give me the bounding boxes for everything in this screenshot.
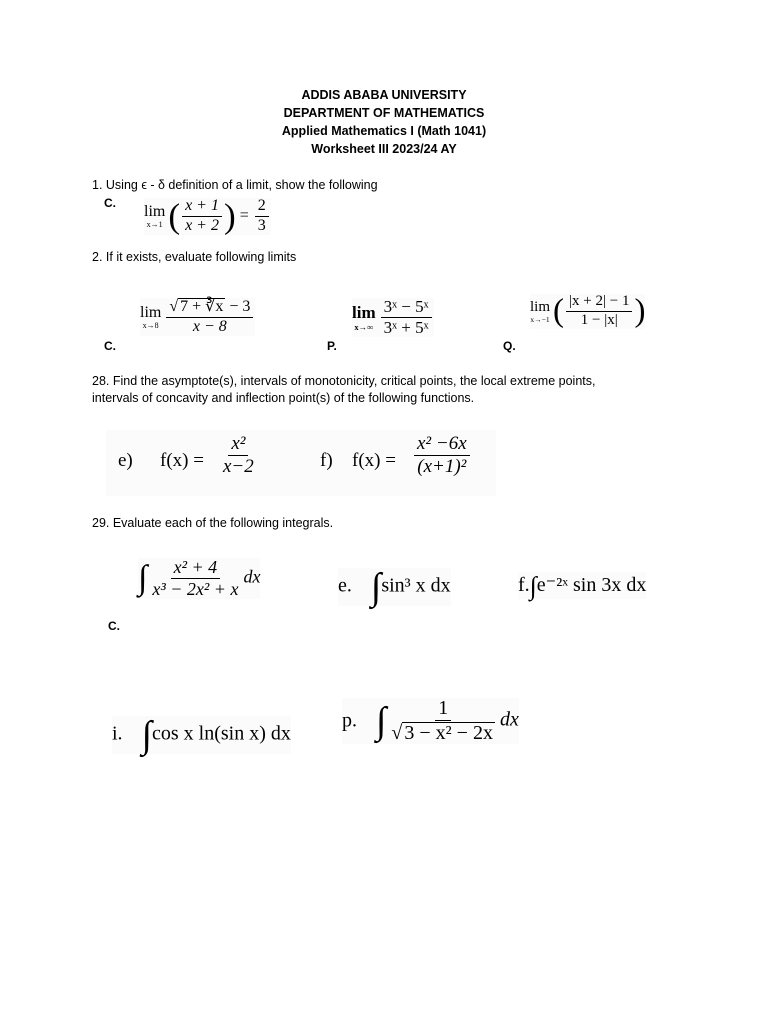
numerator-tail: − 3: [229, 298, 251, 315]
q29-integral-e: e. ∫sin³ x dx: [338, 566, 451, 608]
q2-prompt: 2. If it exists, evaluate following limits: [92, 250, 297, 264]
q1-prompt: 1. Using ϵ - δ definition of a limit, show the following: [92, 178, 378, 192]
q2-limit-p: [352, 298, 434, 337]
lim-subscript: x→1: [146, 220, 163, 230]
integrand: e⁻²ˣ sin 3x dx: [536, 574, 647, 596]
q29-label-i: i.: [112, 722, 123, 745]
q2-label-q: Q.: [503, 339, 516, 353]
q28-functions: [106, 430, 496, 496]
university-name: ADDIS ABABA UNIVERSITY: [301, 88, 467, 102]
q2-label-p: P.: [327, 339, 337, 353]
q28-label-e: e): [118, 450, 133, 471]
q29-label-e: e.: [338, 574, 352, 597]
q29-integral-i: i. ∫cos x ln(sin x) dx: [112, 714, 291, 756]
fraction-denominator: x + 2: [185, 216, 219, 234]
lim-operator: lim: [352, 303, 376, 323]
result-denominator: 3: [257, 216, 266, 234]
fraction-denominator: (x+1)²: [417, 455, 467, 477]
q28-label-f: f): [320, 450, 333, 471]
q29-integral-f: f.∫e⁻²ˣ sin 3x dx: [518, 571, 647, 601]
lim-operator: lim: [530, 299, 551, 315]
fraction-numerator: x² −6x: [417, 433, 467, 454]
integrand: sin³ x dx: [381, 574, 451, 597]
q29-label-f: f.: [518, 574, 530, 596]
department-name: DEPARTMENT OF MATHEMATICS: [283, 106, 485, 120]
function-name: f(x) =: [352, 450, 396, 471]
course-title: Applied Mathematics I (Math 1041): [281, 124, 487, 138]
q29-prompt: 29. Evaluate each of the following integrals.: [92, 516, 334, 530]
fraction-denominator: 1 − |x|: [580, 311, 618, 328]
lim-operator: lim: [144, 203, 166, 221]
lim-subscript: x→8: [142, 320, 159, 330]
q29-integral-p: p. ∫ 1 √ 3 − x² − 2x dx: [342, 697, 519, 744]
q1-item-label: C.: [104, 196, 116, 210]
fraction-numerator: x² + 4: [173, 557, 218, 577]
q28-prompt-line2: intervals of concavity and inflection point(s) of the following functions.: [92, 391, 475, 405]
differential: dx: [499, 708, 519, 731]
fraction-denominator: x − 8: [192, 317, 227, 335]
integrand: cos x ln(sin x) dx: [151, 722, 291, 745]
lim-operator: lim: [140, 303, 162, 321]
q29-integral-c: ∫ $\frac{\text{x² + 4}}{\text{x³ − 2x² + x}}$ dx: [138, 557, 261, 599]
q29-label-c: C.: [108, 619, 120, 633]
equals-sign: =: [239, 206, 249, 224]
fraction-numerator: |x + 2| − 1: [566, 294, 632, 312]
sqrt-radicand: 3 − x² − 2x: [404, 722, 493, 744]
q28-prompt-line1: 28. Find the asymptote(s), intervals of monotonicity, critical points, the local extreme points,: [92, 374, 596, 388]
lim-subscript: x→−1: [530, 315, 550, 324]
fraction-numerator: x²: [231, 433, 246, 454]
worksheet-title: Worksheet III 2023/24 AY: [311, 142, 457, 156]
q29-label-p: p.: [342, 709, 357, 732]
fraction-denominator: x−2: [223, 455, 254, 477]
sqrt-radicand: 7 + ∛x: [180, 298, 224, 315]
fraction-numerator: 3ˣ − 5ˣ: [381, 298, 432, 318]
function-name: f(x) =: [160, 450, 204, 471]
lim-subscript: x→∞: [354, 322, 374, 333]
fraction-denominator: 3ˣ + 5ˣ: [383, 317, 429, 337]
differential: dx: [243, 566, 261, 587]
q2-limit-q: lim x→−1 ( $\frac{|x + 2| - 1}{1 - |x|}$ ): [530, 292, 646, 329]
result-numerator: 2: [255, 198, 269, 217]
q1-limit-expression: lim x→1 ( $\frac{x + 1}{x + 2}$ ) = $\frac{2}{3}$: [144, 198, 271, 235]
q2-limit-c: lim x→8 √ 7 + ∛x − 3 x − 8: [140, 298, 255, 336]
fraction-numerator: 1: [435, 698, 451, 721]
q2-label-c: C.: [104, 339, 116, 353]
fraction-denominator: x³ − 2x² + x: [152, 578, 239, 599]
fraction-numerator: x + 1: [185, 197, 219, 214]
